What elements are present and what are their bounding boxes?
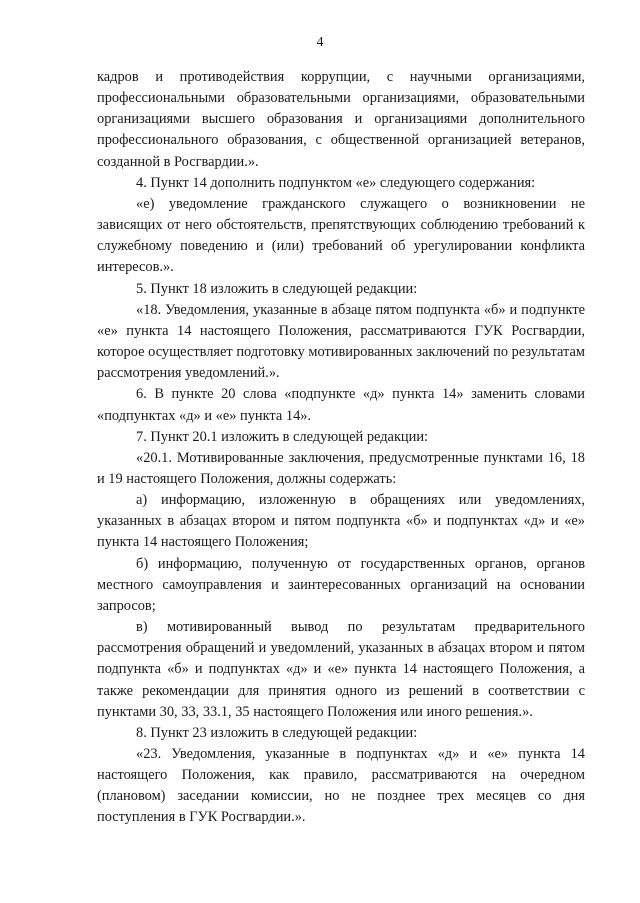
paragraph-item-5: 5. Пункт 18 изложить в следующей редакции: — [136, 280, 418, 297]
paragraph-subitem-v: в) мотивированный вывод по результатам предварительного рассмотрения обращений и уведомлений, указанных в абзацах втором и пятом подпункта «б» и подпунктах «д» и «е» пункта 14 настоящего Положения, а также рекомендации для принятия одного из решений в соответствии с пунктами 30, 33, 33.1, 35 настоящего Положения или иного решения.». — [97, 619, 585, 720]
paragraph-point-23: «23. Уведомления, указанные в подпунктах «д» и «е» пункта 14 настоящего Положения, как правило, рассматриваются на очередном (плановом) заседании комиссии, но не позднее трех месяцев со дня поступления в ГУК Росгвардии.». — [97, 746, 585, 826]
paragraph-item-8: 8. Пункт 23 изложить в следующей редакции: — [136, 724, 418, 741]
page-number: 4 — [316, 35, 324, 50]
paragraph-item-4: 4. Пункт 14 дополнить подпунктом «е» следующего содержания: — [136, 174, 536, 191]
paragraph-item-7: 7. Пункт 20.1 изложить в следующей редакции: — [136, 428, 429, 445]
paragraph-continuation: кадров и противодействия коррупции, с научными организациями, профессиональными образовательными организациями, образовательными организациями высшего образования и организациями дополнительного профессионального образования, с общественной организацией ветеранов, созданной в Росгвардии.». — [97, 69, 585, 170]
paragraph-item-6: 6. В пункте 20 слова «подпункте «д» пункта 14» заменить словами «подпунктах «д» и «е» пункта 14». — [97, 386, 585, 424]
paragraph-point-20-1: «20.1. Мотивированные заключения, предусмотренные пунктами 16, 18 и 19 настоящего Положения, должны содержать: — [97, 449, 585, 487]
paragraph-subitem-a: а) информацию, изложенную в обращениях или уведомлениях, указанных в абзацах втором и пятом подпункта «б» и подпунктах «д» и «е» пункта 14 настоящего Положения; — [97, 492, 585, 551]
document-body — [97, 67, 585, 829]
paragraph-subitem-b: б) информацию, полученную от государственных органов, органов местного самоуправления и заинтересованных организаций на основании запросов; — [97, 555, 585, 614]
paragraph-point-18: «18. Уведомления, указанные в абзаце пятом подпункта «б» и подпункте «е» пункта 14 настоящего Положения, рассматриваются ГУК Росгвардии, которое осуществляет подготовку мотивированных заключений по результатам рассмотрения уведомлений.». — [97, 301, 585, 382]
paragraph-subitem-e: «е) уведомление гражданского служащего о возникновении не зависящих от него обстоятельств, препятствующих соблюдению требований к служебному поведению и (или) требований об урегулировании конфликта интересов.». — [97, 195, 585, 276]
